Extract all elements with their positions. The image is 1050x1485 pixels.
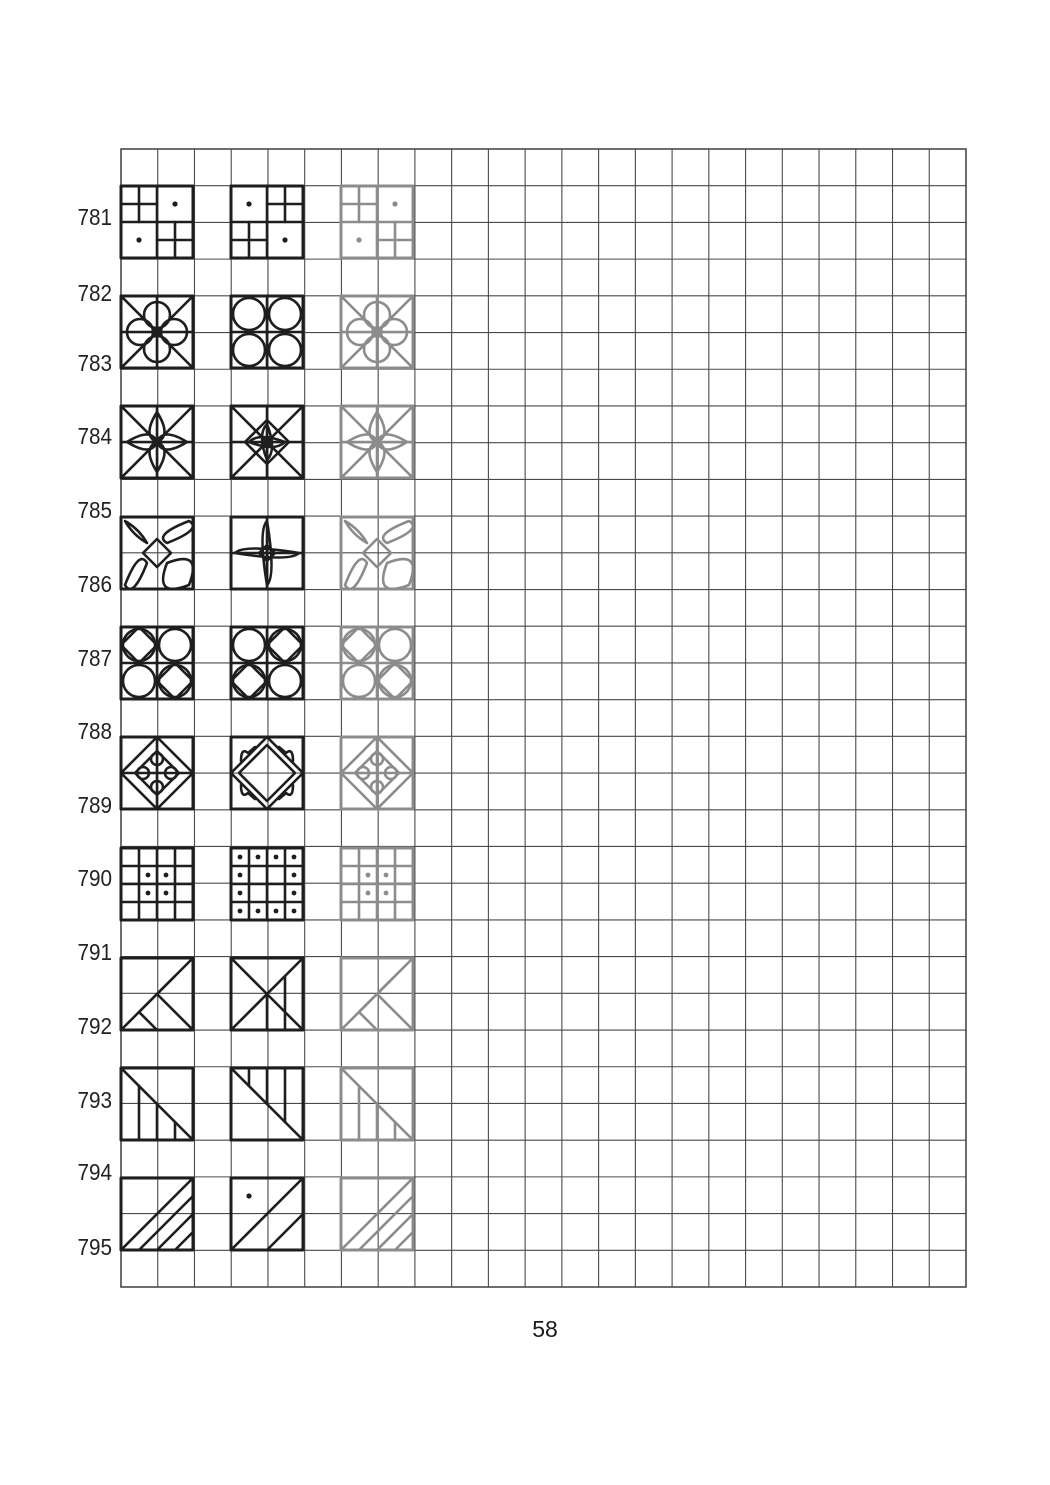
exercise-number: 786 xyxy=(77,571,112,597)
pattern-samples xyxy=(121,186,413,1250)
circles-in-crossed-square-pattern xyxy=(121,296,193,368)
dotted-grid-pattern xyxy=(231,848,303,920)
quad-squares-dots-pattern xyxy=(231,186,303,258)
diamond-circles-pattern xyxy=(341,627,413,699)
exercise-number: 788 xyxy=(77,718,112,744)
exercise-number: 787 xyxy=(77,645,112,671)
exercise-number: 784 xyxy=(77,423,112,449)
triangle-stripes-pattern xyxy=(121,958,193,1030)
exercise-number: 785 xyxy=(77,497,112,523)
grid-border xyxy=(121,149,966,1287)
vertical-stripes-pattern xyxy=(231,1068,303,1140)
triangle-stripes-pattern xyxy=(341,958,413,1030)
page-number: 58 xyxy=(532,1316,558,1342)
exercise-number: 782 xyxy=(77,280,112,306)
petal-flower-pattern xyxy=(121,406,193,478)
heart-diamond-pattern xyxy=(121,737,193,809)
vertical-stripes-pattern xyxy=(341,1068,413,1140)
leaf-diamond-pattern xyxy=(231,517,303,589)
diamond-circles-pattern xyxy=(231,627,303,699)
petal-flower-pattern xyxy=(341,406,413,478)
exercise-number: 791 xyxy=(77,939,112,965)
dotted-grid-pattern xyxy=(341,848,413,920)
exercise-number: 783 xyxy=(77,350,112,376)
exercise-number: 789 xyxy=(77,792,112,818)
circles-in-crossed-square-pattern xyxy=(341,296,413,368)
circles-in-crossed-square-pattern xyxy=(231,296,303,368)
petal-flower-pattern xyxy=(231,406,303,478)
quad-squares-dots-pattern xyxy=(121,186,193,258)
exercise-number: 790 xyxy=(77,865,112,891)
exercise-number: 793 xyxy=(77,1087,112,1113)
diamond-circles-pattern xyxy=(121,627,193,699)
triangle-stripes-pattern xyxy=(231,958,303,1030)
heart-diamond-pattern xyxy=(341,737,413,809)
dotted-grid-pattern xyxy=(121,848,193,920)
exercise-number: 794 xyxy=(77,1159,112,1185)
exercise-number: 795 xyxy=(77,1234,112,1260)
vertical-stripes-pattern xyxy=(121,1068,193,1140)
grid-paper xyxy=(121,149,966,1287)
quad-squares-dots-pattern xyxy=(341,186,413,258)
exercise-number: 792 xyxy=(77,1013,112,1039)
exercise-number: 781 xyxy=(77,204,112,230)
